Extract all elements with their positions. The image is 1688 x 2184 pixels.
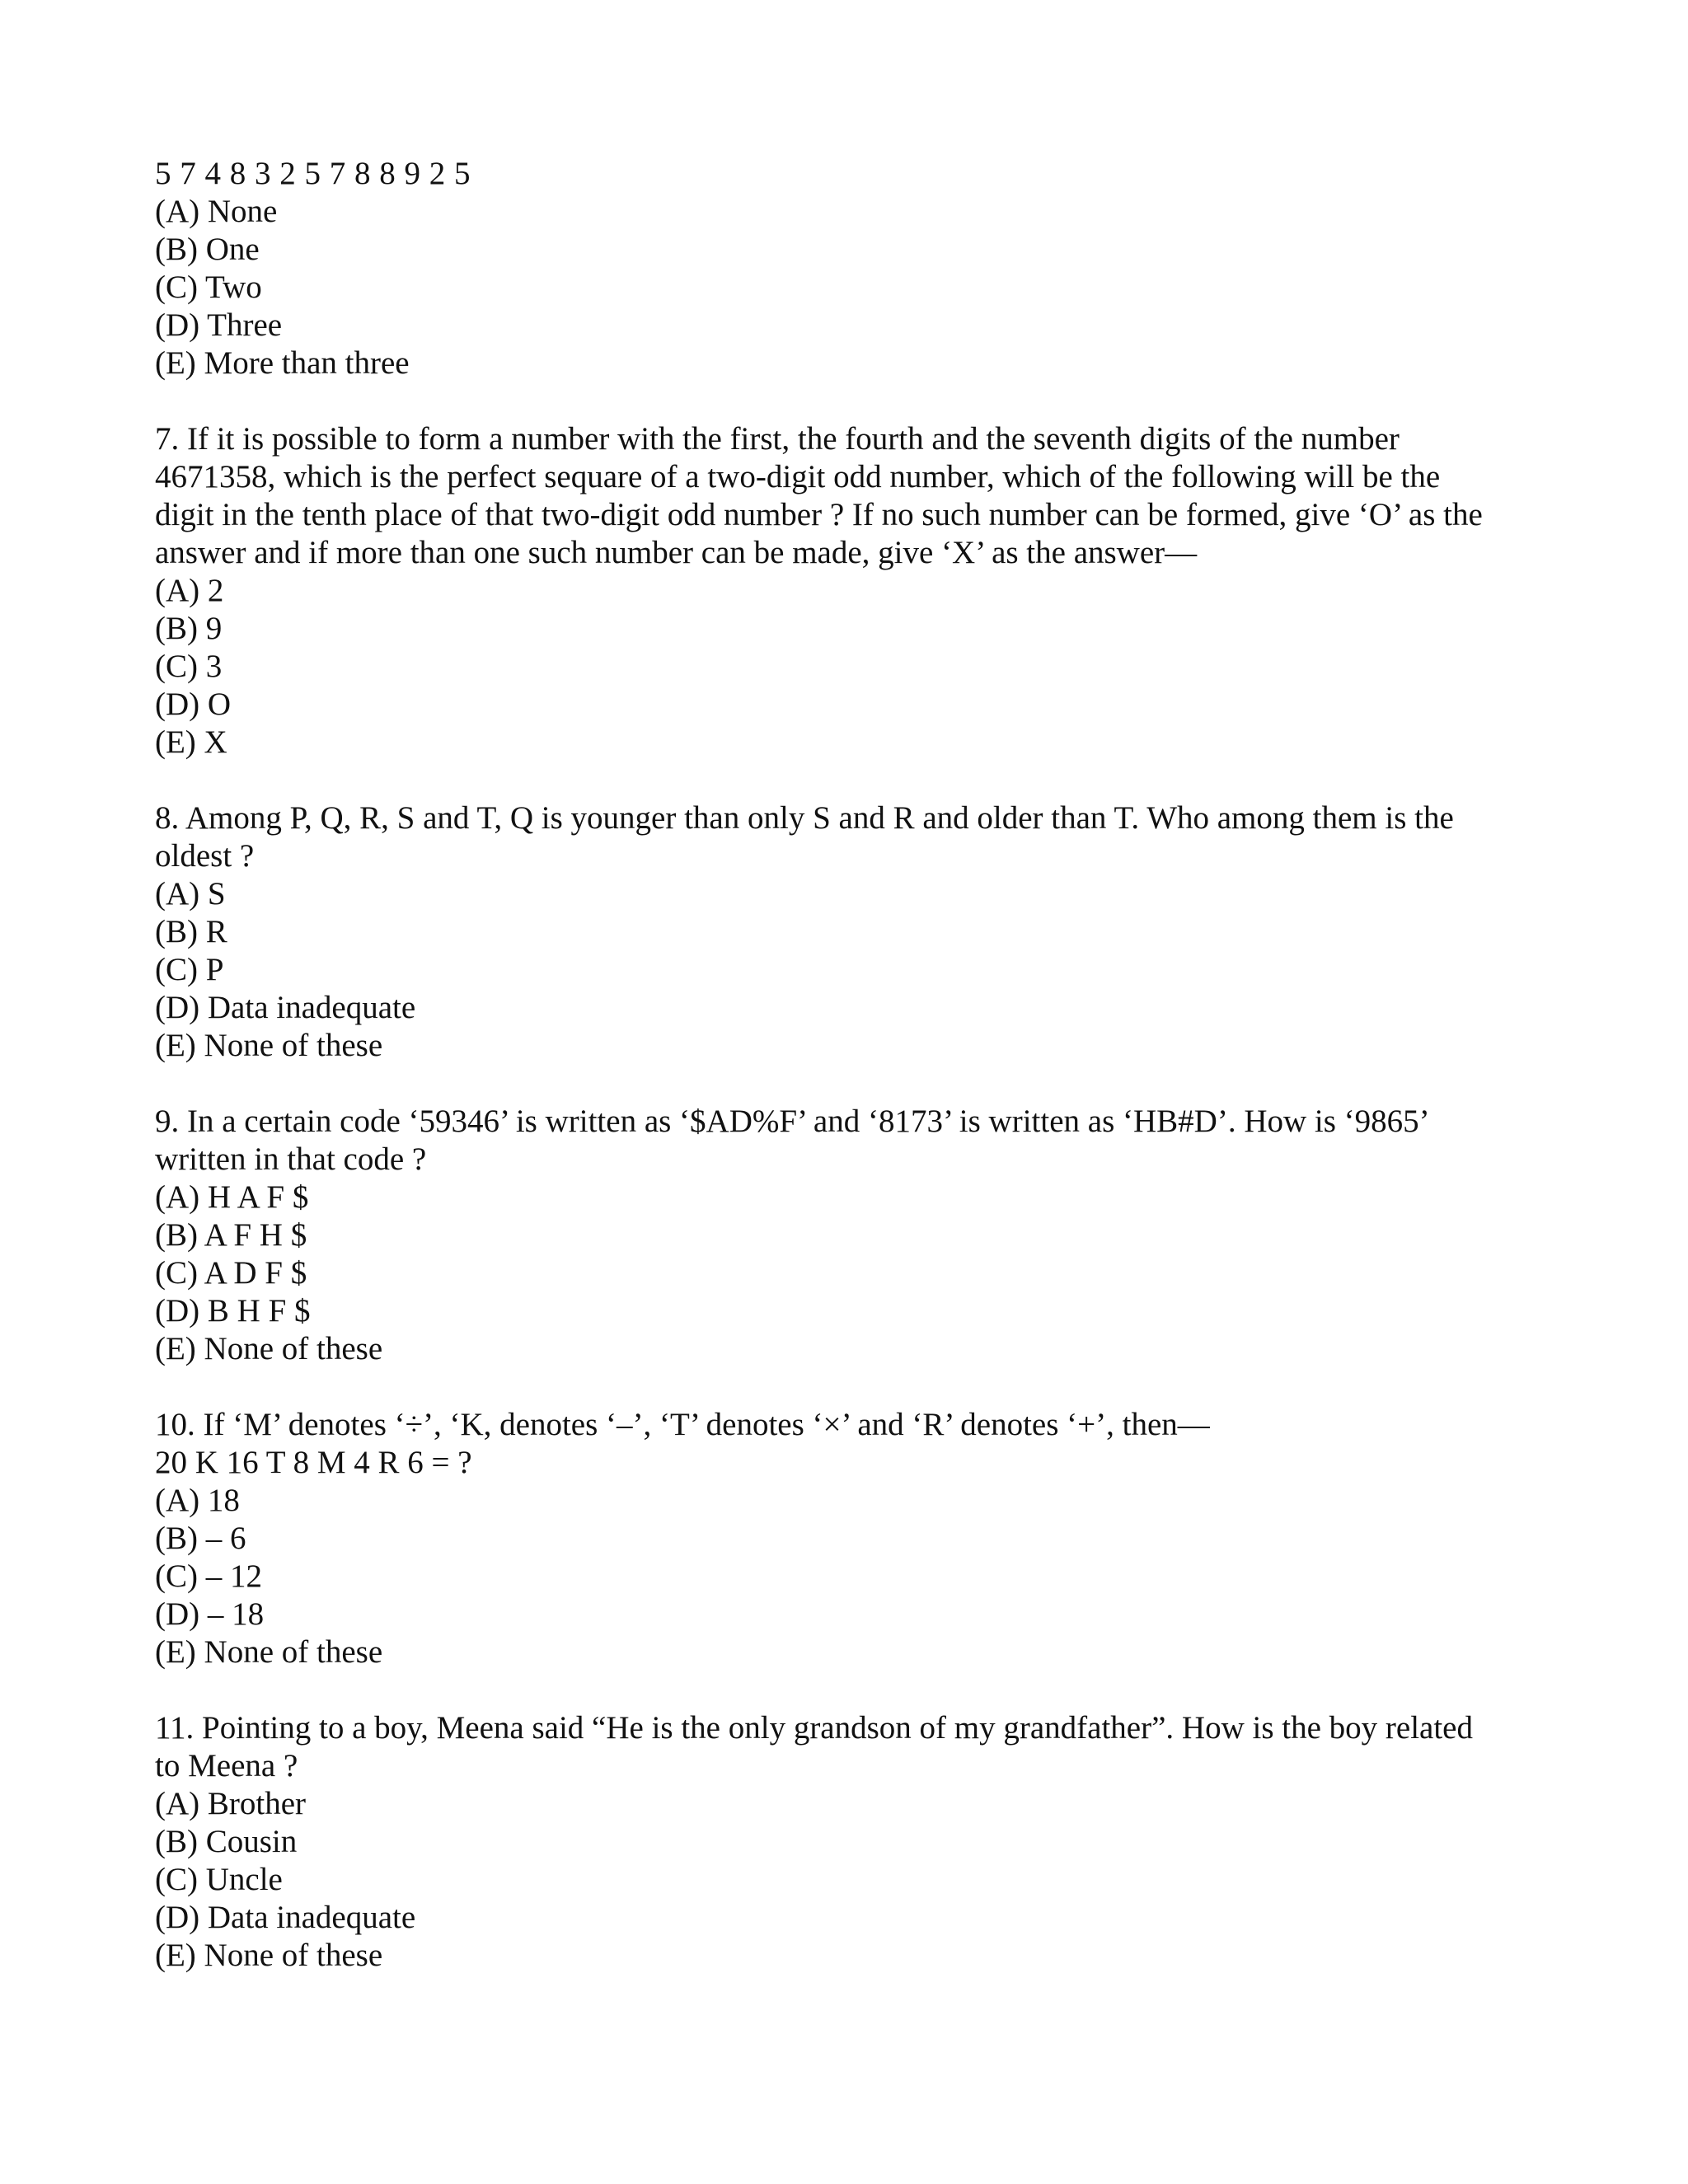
option-c: (C) A D F $ — [155, 1255, 307, 1291]
question-text-line: answer and if more than one such number can be made, give ‘X’ as the answer— — [155, 535, 1198, 570]
question-text-line: 7. If it is possible to form a number with the first, the fourth and the seventh digits of the number — [155, 421, 1400, 457]
option-e: (E) None of these — [155, 1938, 383, 1973]
option-e: (E) None of these — [155, 1331, 383, 1366]
option-c: (C) – 12 — [155, 1558, 262, 1594]
spacer — [155, 1671, 1540, 1709]
question-expression: 20 K 16 T 8 M 4 R 6 = ? — [155, 1445, 472, 1480]
question-text-line: 8. Among P, Q, R, S and T, Q is younger than only S and R and older than T. Who among them is the — [155, 800, 1454, 836]
question-7-block — [155, 420, 1540, 762]
option-b: (B) One — [155, 232, 260, 267]
option-d: (D) B H F $ — [155, 1293, 311, 1329]
option-d: (D) – 18 — [155, 1596, 265, 1632]
option-b: (B) A F H $ — [155, 1217, 307, 1253]
question-8-block — [155, 799, 1540, 1065]
option-d: (D) Data inadequate — [155, 990, 416, 1025]
question-10-block — [155, 1406, 1540, 1671]
option-b: (B) R — [155, 914, 227, 949]
document-page — [155, 155, 1540, 1975]
question-text-line: 9. In a certain code ‘59346’ is written as ‘$AD%F’ and ‘8173’ is written as ‘HB#D’. How is ‘9865’ — [155, 1104, 1430, 1139]
option-e: (E) None of these — [155, 1028, 383, 1063]
option-c: (C) P — [155, 952, 224, 987]
question-text-line: 11. Pointing to a boy, Meena said “He is the only grandson of my grandfather”. How is the boy related — [155, 1710, 1473, 1746]
question-text-line: to Meena ? — [155, 1748, 298, 1783]
spacer — [155, 1368, 1540, 1406]
spacer — [155, 1065, 1540, 1103]
question-text-line: 10. If ‘M’ denotes ‘÷’, ‘K, denotes ‘–’, ‘T’ denotes ‘×’ and ‘R’ denotes ‘+’, then— — [155, 1407, 1210, 1442]
option-a: (A) S — [155, 876, 226, 912]
option-c: (C) 3 — [155, 649, 223, 684]
option-c: (C) Two — [155, 269, 262, 305]
option-e: (E) X — [155, 724, 227, 760]
question-6-block — [155, 155, 1540, 382]
option-b: (B) – 6 — [155, 1521, 246, 1556]
option-a: (A) 2 — [155, 573, 224, 608]
option-a: (A) None — [155, 194, 278, 229]
question-9-block — [155, 1103, 1540, 1368]
option-d: (D) O — [155, 687, 232, 722]
option-d: (D) Data inadequate — [155, 1900, 416, 1935]
option-a: (A) H A F $ — [155, 1179, 309, 1215]
question-text-line: 4671358, which is the perfect sequare of a two-digit odd number, which of the following will be the — [155, 459, 1441, 494]
spacer — [155, 762, 1540, 799]
question-text-line: written in that code ? — [155, 1141, 427, 1177]
option-c: (C) Uncle — [155, 1862, 283, 1897]
question-11-block — [155, 1709, 1540, 1975]
question-text-line: oldest ? — [155, 838, 255, 874]
option-b: (B) 9 — [155, 611, 223, 646]
option-a: (A) 18 — [155, 1483, 240, 1518]
spacer — [155, 382, 1540, 420]
question-text-line: digit in the tenth place of that two-digit odd number ? If no such number can be formed, give ‘O’ as the — [155, 497, 1483, 532]
option-e: (E) More than three — [155, 345, 410, 381]
digit-sequence: 5 7 4 8 3 2 5 7 8 8 9 2 5 — [155, 156, 471, 191]
option-d: (D) Three — [155, 307, 283, 343]
option-b: (B) Cousin — [155, 1824, 298, 1859]
option-a: (A) Brother — [155, 1786, 307, 1821]
option-e: (E) None of these — [155, 1634, 383, 1670]
